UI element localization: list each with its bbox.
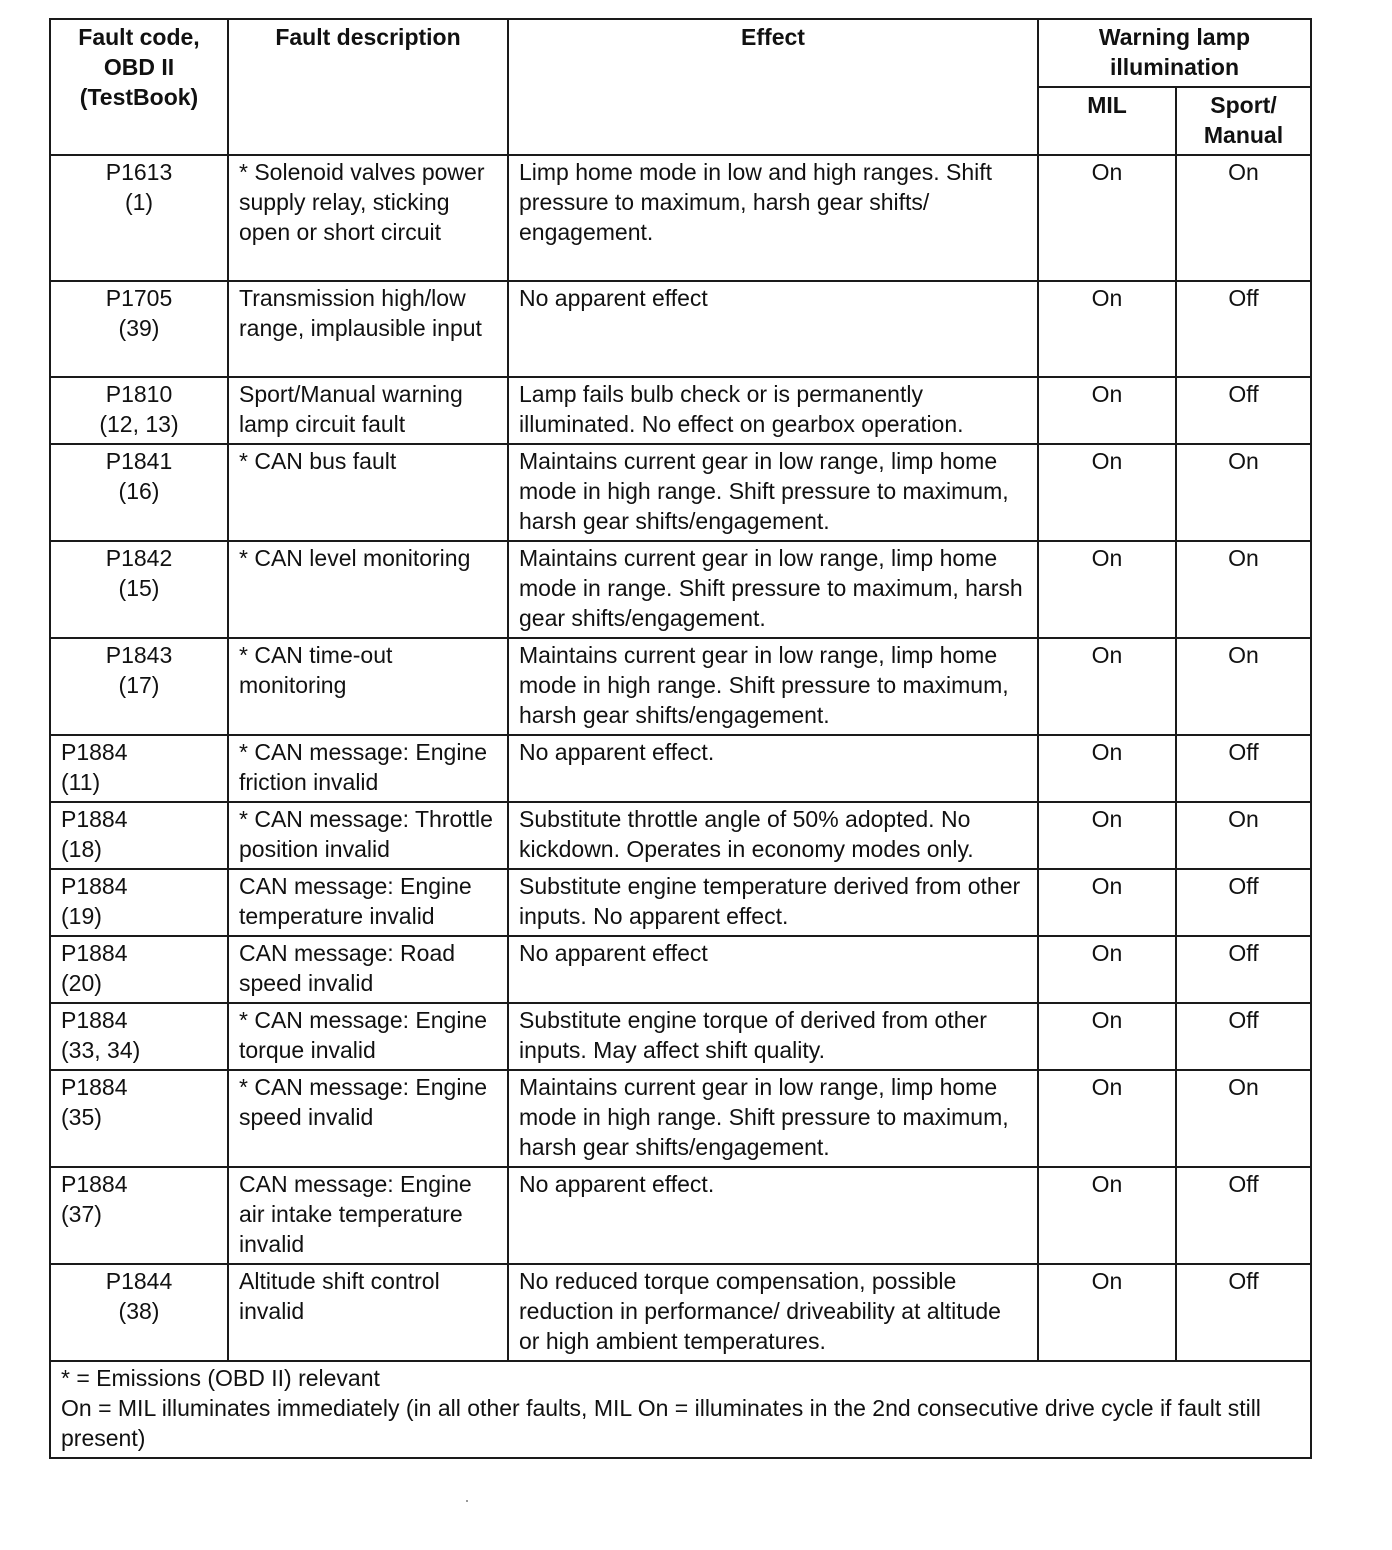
table-row (50, 1070, 1311, 1167)
fault-effect: Substitute throttle angle of 50% adopted. No kickdown. Operates in economy modes only. (508, 802, 1038, 869)
fault-description: * CAN message: Engine speed invalid (228, 1070, 508, 1167)
fault-effect: No apparent effect. (508, 1167, 1038, 1264)
fault-code-cell (50, 1264, 228, 1361)
testbook-ref: (16) (118, 478, 160, 504)
fault-effect: No apparent effect. (508, 735, 1038, 802)
fault-code-cell (50, 281, 228, 377)
fault-description: * CAN level monitoring (228, 541, 508, 638)
table-row (50, 1264, 1311, 1361)
sport-manual-status: On (1176, 444, 1311, 541)
fault-effect: Substitute engine torque of derived from other inputs. May affect shift quality. (508, 1003, 1038, 1070)
table-row (50, 802, 1311, 869)
fault-description: CAN message: Road speed invalid (228, 936, 508, 1003)
fault-code: P1842 (105, 545, 173, 571)
fault-description: CAN message: Engine air intake temperature invalid (228, 1167, 508, 1264)
mil-status: On (1038, 377, 1176, 444)
fault-code: P1884 (61, 873, 128, 899)
fault-description: * CAN message: Engine friction invalid (228, 735, 508, 802)
mil-status: On (1038, 541, 1176, 638)
fault-code: P1810 (105, 381, 173, 407)
fault-code: P1843 (105, 642, 173, 668)
mil-status: On (1038, 638, 1176, 735)
header-warning-lamp: Warning lamp illumination (1038, 19, 1311, 87)
fault-code-cell (50, 735, 228, 802)
testbook-ref: (20) (61, 970, 102, 996)
sport-manual-status: Off (1176, 1264, 1311, 1361)
sport-manual-status: On (1176, 541, 1311, 638)
table-notes (50, 1361, 1311, 1458)
sport-manual-status: Off (1176, 1167, 1311, 1264)
fault-effect: Substitute engine temperature derived from other inputs. No apparent effect. (508, 869, 1038, 936)
sport-manual-status: Off (1176, 1003, 1311, 1070)
header-fault-description: Fault description (228, 19, 508, 155)
fault-effect: Maintains current gear in low range, limp home mode in high range. Shift pressure to maximum, harsh gear shifts/engagement. (508, 1070, 1038, 1167)
header-mil: MIL (1038, 87, 1176, 155)
table-row (50, 281, 1311, 377)
fault-effect: Maintains current gear in low range, limp home mode in high range. Shift pressure to maximum, harsh gear shifts/engagement. (508, 638, 1038, 735)
table-row (50, 735, 1311, 802)
testbook-ref: (38) (118, 1298, 160, 1324)
fault-description: CAN message: Engine temperature invalid (228, 869, 508, 936)
fault-code-cell (50, 869, 228, 936)
testbook-ref: (17) (118, 672, 160, 698)
testbook-ref: (18) (61, 836, 102, 862)
fault-code: P1884 (61, 1074, 128, 1100)
mil-status: On (1038, 1264, 1176, 1361)
fault-code: P1884 (61, 1007, 128, 1033)
sport-manual-status: On (1176, 1070, 1311, 1167)
header-sport-manual: Sport/ Manual (1176, 87, 1311, 155)
fault-code: P1884 (61, 940, 128, 966)
sport-manual-status: Off (1176, 281, 1311, 377)
mil-status: On (1038, 444, 1176, 541)
scan-speck (466, 1500, 468, 1502)
header-effect: Effect (508, 19, 1038, 155)
mil-status: On (1038, 936, 1176, 1003)
fault-description: Transmission high/low range, implausible input (228, 281, 508, 377)
fault-code: P1705 (105, 285, 173, 311)
fault-description: * CAN time-out monitoring (228, 638, 508, 735)
fault-code-cell (50, 638, 228, 735)
fault-code: P1884 (61, 739, 128, 765)
sport-manual-status: Off (1176, 869, 1311, 936)
testbook-ref: (33, 34) (61, 1037, 141, 1063)
header-fault-code: Fault code, OBD II (TestBook) (50, 19, 228, 155)
fault-effect: Limp home mode in low and high ranges. Shift pressure to maximum, harsh gear shifts/ engagement. (508, 155, 1038, 281)
fault-code-cell (50, 541, 228, 638)
fault-code-cell (50, 377, 228, 444)
fault-description: * CAN message: Throttle position invalid (228, 802, 508, 869)
fault-effect: Maintains current gear in low range, limp home mode in high range. Shift pressure to maximum, harsh gear shifts/engagement. (508, 444, 1038, 541)
fault-code: P1841 (105, 448, 173, 474)
fault-effect: No apparent effect (508, 281, 1038, 377)
fault-code-cell (50, 1167, 228, 1264)
testbook-ref: (39) (118, 315, 160, 341)
fault-code-cell (50, 1003, 228, 1070)
fault-code-cell (50, 1070, 228, 1167)
fault-effect: Maintains current gear in low range, limp home mode in range. Shift pressure to maximum, harsh gear shifts/engagement. (508, 541, 1038, 638)
mil-status: On (1038, 281, 1176, 377)
table-row (50, 155, 1311, 281)
fault-effect: No apparent effect (508, 936, 1038, 1003)
table-row (50, 377, 1311, 444)
testbook-ref: (15) (118, 575, 160, 601)
fault-code: P1884 (61, 806, 128, 832)
mil-status: On (1038, 869, 1176, 936)
fault-effect: Lamp fails bulb check or is permanently illuminated. No effect on gearbox operation. (508, 377, 1038, 444)
testbook-ref: (19) (61, 903, 102, 929)
fault-description: * Solenoid valves power supply relay, sticking open or short circuit (228, 155, 508, 281)
fault-description: Altitude shift control invalid (228, 1264, 508, 1361)
note-mil: On = MIL illuminates immediately (in all other faults, MIL On = illuminates in the 2nd consecutive drive cycle if fault still present) (61, 1395, 1261, 1451)
mil-status: On (1038, 155, 1176, 281)
fault-code-cell (50, 936, 228, 1003)
sport-manual-status: On (1176, 802, 1311, 869)
testbook-ref: (35) (61, 1104, 102, 1130)
note-emissions: * = Emissions (OBD II) relevant (61, 1365, 380, 1391)
table-row (50, 1003, 1311, 1070)
fault-code: P1844 (105, 1268, 173, 1294)
testbook-ref: (37) (61, 1201, 102, 1227)
table-row (50, 444, 1311, 541)
fault-code: P1884 (61, 1171, 128, 1197)
fault-code-table (49, 18, 1312, 1459)
sport-manual-status: Off (1176, 936, 1311, 1003)
mil-status: On (1038, 1003, 1176, 1070)
testbook-ref: (1) (124, 189, 154, 215)
table-row (50, 1167, 1311, 1264)
fault-code-cell (50, 155, 228, 281)
fault-code-cell (50, 802, 228, 869)
fault-code-cell (50, 444, 228, 541)
table-row (50, 869, 1311, 936)
sport-manual-status: On (1176, 638, 1311, 735)
sport-manual-status: Off (1176, 735, 1311, 802)
fault-description: * CAN message: Engine torque invalid (228, 1003, 508, 1070)
fault-code: P1613 (105, 159, 173, 185)
testbook-ref: (11) (61, 769, 101, 795)
sport-manual-status: On (1176, 155, 1311, 281)
table-row (50, 541, 1311, 638)
fault-description: * CAN bus fault (228, 444, 508, 541)
mil-status: On (1038, 735, 1176, 802)
table-row (50, 936, 1311, 1003)
fault-description: Sport/Manual warning lamp circuit fault (228, 377, 508, 444)
mil-status: On (1038, 1070, 1176, 1167)
sport-manual-status: Off (1176, 377, 1311, 444)
testbook-ref: (12, 13) (99, 411, 179, 437)
mil-status: On (1038, 802, 1176, 869)
fault-effect: No reduced torque compensation, possible reduction in performance/ driveability at altitude or high ambient temperatures. (508, 1264, 1038, 1361)
table-row (50, 638, 1311, 735)
mil-status: On (1038, 1167, 1176, 1264)
